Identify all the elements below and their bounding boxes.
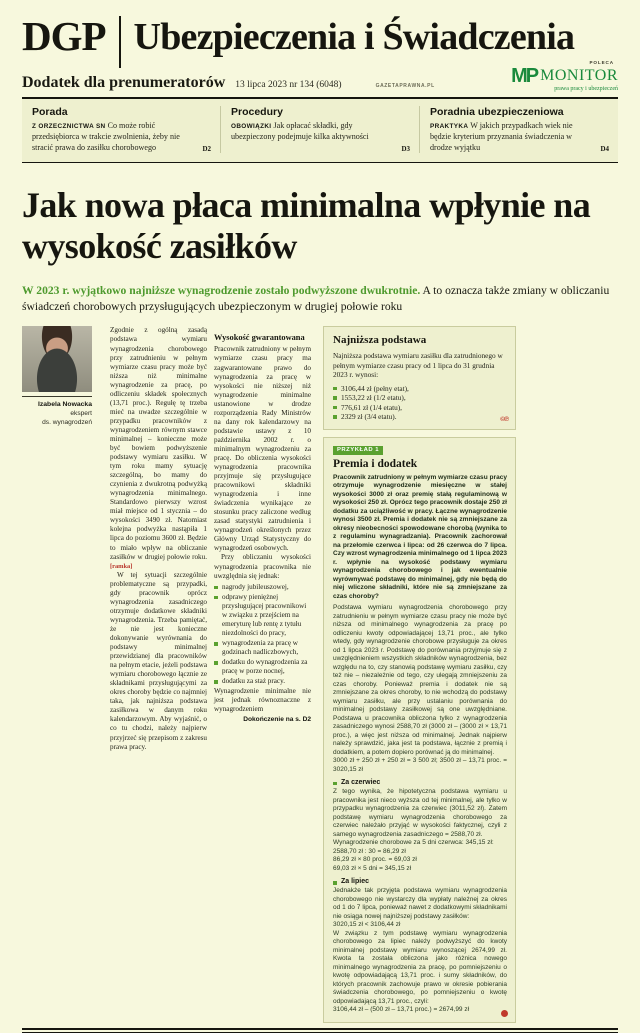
monitor-wordmark: MONITOR xyxy=(540,67,618,84)
teaser-poradnia[interactable] xyxy=(419,106,618,153)
monitor-tagline: prawa pracy i ubezpieczeń xyxy=(554,86,618,92)
masthead-subbar xyxy=(0,60,640,92)
calc-line: 69,03 zł × 5 dni = 345,15 zł xyxy=(333,864,412,872)
paragraph: W tej sytuacji szczególnie problematyczne są przypadki, gdy pracownik oprócz wynagrodzenia zasadniczego otrzymuje dodatkowe składniki wynagrodzenia. Trzeba pamiętać, że nie jest konieczne dokonywanie wyrównania do podstawy minimalnej przewidzianej dla pracowników na pełnym etacie, jeżeli podstawa wymiaru chorobowego łącznie ze składnikami przysługującymi za okres choroby będzie co najmniej taka, jak najniższa podstawa zasiłkowa w danym roku kalendarzowym. Aby wyjaśnić, o co tu chodzi, należy najpierw przyjrzeć się przepisom z zakresu prawa pracy. xyxy=(110,570,207,751)
poleca-label: POLECA xyxy=(589,60,614,65)
body-column-1 xyxy=(110,326,214,1022)
teaser-bottom-rule xyxy=(22,162,618,163)
page-footer-rules xyxy=(22,1028,618,1033)
continuation-note: Dokończenie na s. D2 xyxy=(243,716,311,724)
list-item: nagrody jubileuszowej, xyxy=(214,583,311,592)
author-role-line1: ekspert xyxy=(70,410,92,418)
calc-line: 86,29 zł × 80 proc. = 69,03 zł xyxy=(333,856,417,864)
mp-logo-icon: MP xyxy=(511,65,538,87)
list-item: 3106,44 zł (pełny etat), xyxy=(333,384,507,394)
supplement-title: Ubezpieczenia i Świadczenia xyxy=(133,16,575,58)
list-item: odprawy pieniężnej przysługującej pracownikowi w związku z przejściem na emeryturę lub rentę z tytułu niezdolności do pracy, xyxy=(214,593,311,638)
paragraph-text: Zgodnie z ogólną zasadą podstawa wymiaru wynagrodzenia chorobowego przy zatrudnieniu w pełnym wymiarze czasu pracy może być niższa niż minimalne wynagrodzenie za pracę, po odliczeniu składek społecznych (13,71 proc.). Regułę tę trzeba mieć na uwadze szczególnie w przypadku pracowników z wynagrodzeniem równym stawce minimalnej – konieczne może być bowiem podwyższenie podstawy wymiaru zasiłku. W tym roku mamy sytuację szczególną, bo mamy do czynienia z dwukrotną podwyżką wynagrodzenia minimalnego. Standardowo pierwszy wzrost miał miejsce od 1 stycznia – do wysokości 3490 zł. Natomiast kolejna podwyżka nastąpiła 1 lipca do poziomu 3600 zł. Będzie to miało wpływ na obliczanie zasiłków w drugiej połowie roku. xyxy=(110,326,207,561)
list-item: 1553,22 zł (1/2 etatu), xyxy=(333,393,507,403)
teaser-body: Jak opłacać składki, gdy ubezpieczony podejmuje kilka aktywności xyxy=(231,121,369,142)
brand-logo: DGP xyxy=(22,13,106,59)
list-item: 2329 zł (3/4 etatu). xyxy=(333,412,507,422)
author-divider xyxy=(22,396,92,397)
subsection-heading-lipiec: Za lipiec xyxy=(333,878,507,885)
column-tail-text xyxy=(214,687,311,714)
box-intro: Najniższa podstawa wymiaru zasiłku dla zatrudnionego w pełnym wymiarze czasu pracy od 1 lipca do 31 grudnia 2023 r. wynosi: xyxy=(333,351,503,380)
list-item: dodatku do wynagrodzenia za pracę w porze nocnej, xyxy=(214,658,311,676)
ramka-link[interactable]: [ramka] xyxy=(110,562,133,570)
section-text xyxy=(214,345,311,580)
teaser-kicker: PRAKTYKA xyxy=(430,123,469,130)
basis-values-list xyxy=(333,384,507,422)
author-name: Izabela Nowacka xyxy=(37,401,92,409)
teaser-page-ref: D4 xyxy=(600,145,609,154)
site-url: GAZETAPRAWNA.PL xyxy=(375,83,435,89)
teaser-text xyxy=(430,121,608,153)
teaser-porada[interactable] xyxy=(22,106,220,153)
section-heading: Wysokość gwarantowana xyxy=(214,333,305,343)
issue-info: 13 lipca 2023 nr 134 (6048) xyxy=(235,80,342,90)
exclusion-list xyxy=(214,583,311,687)
list-item: dodatku za staż pracy. xyxy=(214,677,311,686)
example-answer xyxy=(333,604,507,774)
lowest-basis-box xyxy=(323,326,516,430)
teaser-title: Procedury xyxy=(231,106,283,118)
teaser-kicker: Z ORZECZNICTWA SN xyxy=(32,123,106,130)
status-badge: PRZYKŁAD 1 xyxy=(333,446,383,455)
author-role-line2: ds. wynagrodzeń xyxy=(42,419,92,427)
article-body xyxy=(22,326,618,1022)
author-photo xyxy=(22,326,92,392)
monitor-promo xyxy=(511,60,618,92)
example-question: Pracownik zatrudniony w pełnym wymiarze czasu pracy otrzymuje wynagrodzenie miesięczne w stałej wysokości 3000 zł oraz premię stałą regulaminową w wysokości 250 zł. Oprócz tego pracownik dostaje 250 zł dodatku za uciążliwość w pracy. Łączne wynagrodzenie wynosi 3500 zł. Premia i dodatek nie są zmniejszane za okresy nieobecności spowodowane chorobą (wynika to z regulaminu wynagradzania). Pracownik zachorował na przełomie czerwca i lipca: od 26 czerwca do 7 lipca. Czy wzrost wynagrodzenia minimalnego od 1 lipca 2023 r. wpłynie na wysokość podstawy wymiaru wynagrodzenia chorobowego i jak ewentualnie wyrównywać podstawę do minimalnej, gdy nie będą do niej wliczone składniki, które nie są zmniejszane za czas choroby? xyxy=(333,473,507,600)
byline xyxy=(22,400,92,427)
comparison-line: 3020,15 zł < 3106,44 zł xyxy=(333,921,401,929)
example-box xyxy=(323,437,516,1023)
teaser-body: W jakich przypadkach wiek nie będzie kryterium przyznania świadczenia w drodze wyjątku xyxy=(430,121,573,152)
list-item: 776,61 zł (1/4 etatu), xyxy=(333,403,507,413)
footer-rule-thick xyxy=(22,1028,618,1030)
teaser-page-ref: D2 xyxy=(202,145,211,154)
paragraph: Podstawa wymiaru wynagrodzenia chorobowego przy zatrudnieniu w pełnym wymiarze czasu pracy nie może być niższa od minimalnego wynagrodzenia za pracę po odliczeniu kwoty odpowiadającej 13,71 proc., ale tylko wtedy, gdy wynagrodzenie chorobowe przysługuje za okres od 1 lipca 2023 r. Podstawę do porównania przyjmuje się z uwzględnieniem wszystkich składników wynagrodzenia, bez względu na to, czy stanowią podstawę wymiaru zasiłku, czy też nie – niezależnie od tego, czy ulegają zmniejszeniu za czas choroby. Ponieważ premia i dodatek nie są zmniejszane za okres choroby, to nie wchodzą do podstawy wymiaru zasiłku, ale przy ustalaniu porównania do minimalnej podstawy zasiłkowej są one uwzględniane. Podstawa u pracownika obliczona tylko z wynagrodzenia zasadniczego wynosi 2588,70 zł (3000 zł – (3000 zł × 13,71 proc.), a więc jest niższa od minimalnej. Jednak najpierw należy sprawdzić, jaka jest ta podstawa, łącznie z premią i dodatkiem, a potem dopiero porównać ją do minimalnej. xyxy=(333,604,507,756)
teaser-text xyxy=(231,121,409,143)
calc-line: 2588,70 zł : 30 = 86,29 zł xyxy=(333,847,406,855)
masthead-divider xyxy=(119,16,121,68)
stop-icon xyxy=(501,1010,508,1017)
list-item: wynagrodzenia za pracę w godzinach nadliczbowych, xyxy=(214,639,311,657)
paragraph: Wynagrodzenie minimalne nie jest jednak równoznaczne z wynagrodzeniem xyxy=(214,687,311,714)
paragraph: Przy obliczaniu wysokości wynagrodzenia pracownika nie uwzględnia się jednak: xyxy=(214,553,311,580)
sidebar-column xyxy=(318,326,516,1022)
lead-highlight: W 2023 r. wyjątkowo najniższe wynagrodzenie zostało podwyższone dwukrotnie. xyxy=(22,284,421,298)
teaser-title: Poradnia ubezpieczeniowa xyxy=(430,106,564,118)
czerwiec-calc xyxy=(333,839,507,873)
calc-title: Wynagrodzenie chorobowe za 5 dni czerwca: 345,15 zł: xyxy=(333,839,494,846)
paragraph: W związku z tym podstawę wymiaru wynagrodzenia chorobowego za lipiec należy podwyższyć do kwoty minimalnej podstawy wymiaru wynoszącej 2674,99 zł. Kwota ta została obliczona jako różnica nowego minimalnego wynagrodzenia za pracę, po pomniejszeniu o kwotę odpowiadającą 13,71 proc. i sumy składników, do których pracownik zachowuje prawo w okresie pobierania świadczenia chorobowego, po pomniejszeniu o kwotę odpowiadającą 13,71 proc., czyli: xyxy=(333,929,507,1005)
subsection-heading-czerwiec: Za czerwiec xyxy=(333,779,507,786)
teaser-text xyxy=(32,121,210,153)
subscriber-label: Dodatek dla prenumeratorów xyxy=(22,74,226,91)
page-title: Jak nowa płaca minimalna wpłynie na wysokość zasiłków xyxy=(22,185,591,267)
paragraph xyxy=(110,326,207,570)
paragraph: Pracownik zatrudniony w pełnym wymiarze czasu pracy ma zagwarantowane prawo do wynagrodzenia za pracę w wysokości nie niższej niż wynagrodzenie minimalne ustanowione w drodze rozporządzenia Rady Ministrów na dany rok kalendarzowy na podstawie ustawy z 10 października 2002 r. o minimalnym wynagrodzeniu za pracę. Do obliczenia wysokości wynagrodzenia pracownika przyjmuje się przysługujące pracownikowi składniki wynagrodzenia i inne świadczenia wynikające ze stosunku pracy zaliczone według zasad statystyki zatrudnienia i wynagrodzeń określonych przez Główny Urząd Statystyczny do wynagrodzeń osobowych. xyxy=(214,345,311,553)
calculation-line: 3000 zł + 250 zł + 250 zł = 3 500 zł; 3500 zł – 13,71 proc. = 3020,15 zł xyxy=(333,757,507,773)
lead-rest: A to oznacza także zmiany w obliczaniu świadczeń chorobowych przysługujących ubezpieczonym w drugiej połowie roku xyxy=(22,284,610,313)
czerwiec-text xyxy=(333,788,507,839)
teaser-page-ref: D3 xyxy=(401,145,410,154)
teaser-procedury[interactable] xyxy=(220,106,419,153)
masthead xyxy=(0,0,640,68)
paragraph: Jednakże tak przyjęta podstawa wymiaru wynagrodzenia chorobowego nie wystarczy dla wypłaty należnej za okres od 1 do 7 lipca, ponieważ nawet z dodatkowymi składnikami nie osiąga nowej najniższej podstawy zasiłków: xyxy=(333,887,507,920)
calculation-line: 3106,44 zł – (500 zł – 13,71 proc.) = 2674,99 zł xyxy=(333,1006,470,1014)
teaser-body: Co może robić przedsiębiorca w trakcie zwolnienia, żeby nie stracić prawa do zasiłku chorobowego xyxy=(32,121,180,152)
teaser-kicker: OBOWIĄZKI xyxy=(231,123,272,130)
paragraph: Z tego wynika, że hipotetyczna podstawa wymiaru u pracownika jest nieco wyższa od tej minimalnej, ale tylko w przypadku wynagrodzenia za czerwiec (3011,52 zł). Zatem podstawę wymiaru wynagrodzenia chorobowego za czerwiec należało przyjąć w wysokości faktycznej, czyli z samego wynagrodzenia zasadniczego = 2588,70 zł. xyxy=(333,788,507,838)
article-lead xyxy=(22,283,618,314)
teaser-title: Porada xyxy=(32,106,68,118)
author-column xyxy=(22,326,110,1022)
box-title: Najniższa podstawa xyxy=(333,334,427,347)
teaser-strip xyxy=(22,99,618,162)
example-title: Premia i dodatek xyxy=(333,457,418,470)
copyright-icon: ©℗ xyxy=(500,416,508,423)
lipiec-text xyxy=(333,887,507,1015)
body-column-2 xyxy=(214,326,318,1022)
